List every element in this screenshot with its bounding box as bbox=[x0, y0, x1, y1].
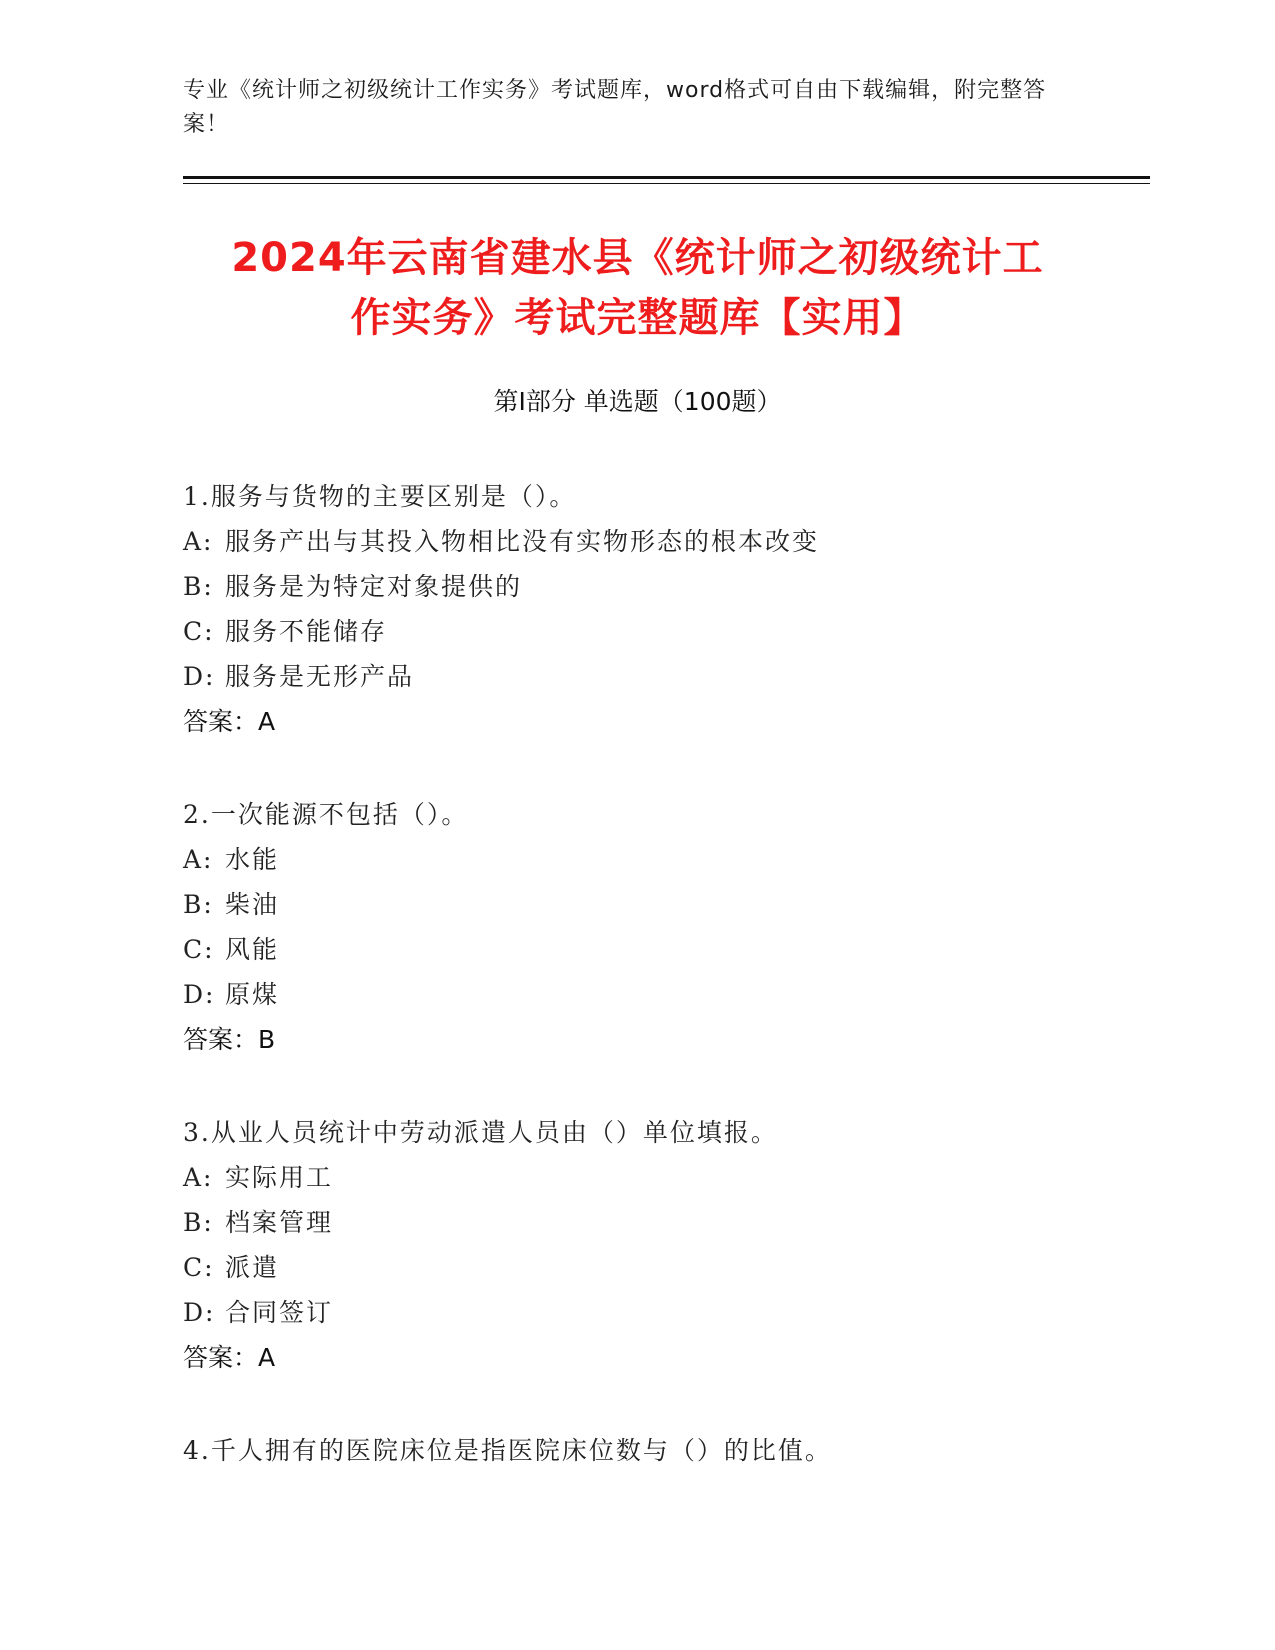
header-rule-thick bbox=[183, 176, 1150, 179]
option-key: B: bbox=[183, 1208, 214, 1237]
option-a bbox=[183, 837, 1103, 882]
option-key: C: bbox=[183, 935, 215, 964]
option-key: D: bbox=[183, 1298, 216, 1327]
option-b bbox=[183, 564, 1103, 609]
answer-label: 答案： bbox=[183, 1343, 259, 1372]
option-a bbox=[183, 1155, 1103, 1200]
option-a bbox=[183, 519, 1103, 564]
question-2 bbox=[183, 792, 1103, 1062]
answer-label: 答案： bbox=[183, 707, 259, 736]
option-text: 原煤 bbox=[225, 980, 280, 1009]
document-title bbox=[150, 228, 1125, 348]
answer-line bbox=[183, 1017, 1103, 1062]
header-rule-thin bbox=[183, 183, 1150, 184]
title-line-2: 作实务》考试完整题库【实用】 bbox=[350, 295, 925, 341]
question-stem: 2.一次能源不包括（）。 bbox=[183, 800, 469, 829]
option-text: 水能 bbox=[225, 845, 280, 874]
answer-value: A bbox=[258, 707, 276, 736]
question-stem: 3.从业人员统计中劳动派遣人员由（）单位填报。 bbox=[183, 1118, 778, 1147]
option-text: 风能 bbox=[225, 935, 280, 964]
option-text: 派遣 bbox=[225, 1253, 280, 1282]
option-key: A: bbox=[183, 527, 214, 556]
option-c bbox=[183, 609, 1103, 654]
option-key: D: bbox=[183, 980, 216, 1009]
question-stem: 4.千人拥有的医院床位是指医院床位数与（）的比值。 bbox=[183, 1436, 832, 1465]
option-key: D: bbox=[183, 662, 216, 691]
question-4 bbox=[183, 1428, 1103, 1473]
answer-line bbox=[183, 1335, 1103, 1380]
option-c bbox=[183, 1245, 1103, 1290]
option-d bbox=[183, 1290, 1103, 1335]
option-b bbox=[183, 882, 1103, 927]
option-text: 服务是为特定对象提供的 bbox=[225, 572, 523, 601]
answer-value: A bbox=[258, 1343, 276, 1372]
option-key: B: bbox=[183, 890, 214, 919]
option-key: A: bbox=[183, 1163, 214, 1192]
option-key: C: bbox=[183, 1253, 215, 1282]
option-d bbox=[183, 972, 1103, 1017]
question-1 bbox=[183, 474, 1103, 744]
answer-line bbox=[183, 699, 1103, 744]
title-line-1: 2024年云南省建水县《统计师之初级统计工 bbox=[231, 235, 1044, 281]
option-text: 服务是无形产品 bbox=[225, 662, 415, 691]
header-note: 专业《统计师之初级统计工作实务》考试题库，word格式可自由下载编辑，附完整答案！ bbox=[183, 78, 1047, 137]
answer-value: B bbox=[258, 1025, 276, 1054]
section-heading: 第I部分 单选题（100题） bbox=[493, 387, 782, 416]
option-b bbox=[183, 1200, 1103, 1245]
question-stem: 1.服务与货物的主要区别是（）。 bbox=[183, 482, 577, 511]
option-text: 柴油 bbox=[225, 890, 280, 919]
option-key: C: bbox=[183, 617, 215, 646]
option-text: 服务不能储存 bbox=[225, 617, 388, 646]
option-c bbox=[183, 927, 1103, 972]
option-key: A: bbox=[183, 845, 214, 874]
answer-label: 答案： bbox=[183, 1025, 259, 1054]
option-text: 实际用工 bbox=[225, 1163, 334, 1192]
option-key: B: bbox=[183, 572, 214, 601]
option-text: 档案管理 bbox=[225, 1208, 334, 1237]
question-list bbox=[183, 474, 1103, 1521]
question-3 bbox=[183, 1110, 1103, 1380]
option-d bbox=[183, 654, 1103, 699]
option-text: 合同签订 bbox=[225, 1298, 334, 1327]
option-text: 服务产出与其投入物相比没有实物形态的根本改变 bbox=[225, 527, 820, 556]
